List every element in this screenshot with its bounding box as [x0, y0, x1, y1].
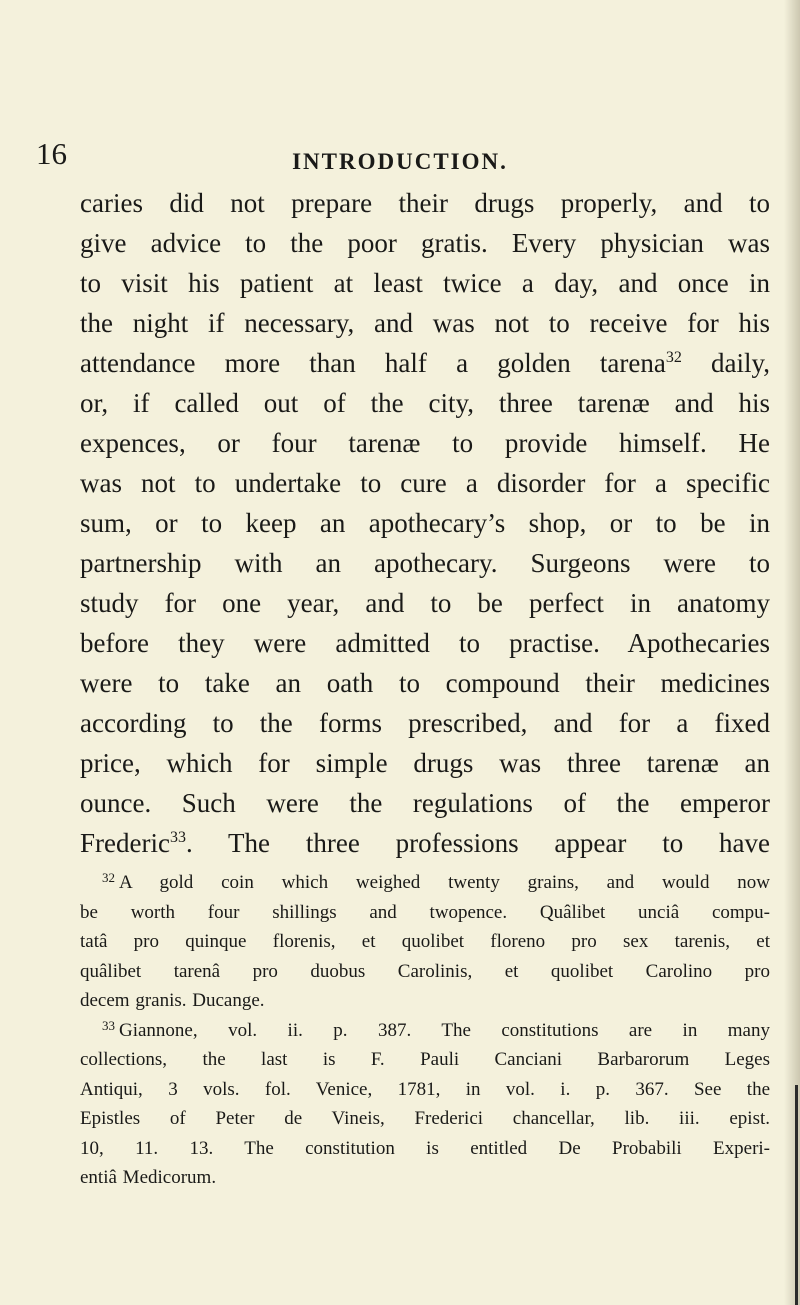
text-line: according to the forms prescribed, and for a fixed	[80, 708, 770, 738]
main-text	[80, 183, 770, 863]
text-line: study for one year, and to be perfect in anatomy	[80, 588, 770, 618]
text-line	[80, 823, 770, 863]
footnote-line: be worth four shillings and twopence. Quâlibet unciâ compu-	[80, 901, 770, 923]
page-edge-mark	[795, 1085, 798, 1305]
text-segment: . The three professions appear to have	[185, 828, 770, 858]
footnote-line	[80, 1016, 770, 1046]
text-segment: daily,	[681, 348, 771, 378]
text-line	[80, 343, 770, 383]
text-line: give advice to the poor gratis. Every physician was	[80, 228, 770, 258]
text-line: the night if necessary, and was not to receive for his	[80, 308, 770, 338]
footnote-text: Giannone, vol. ii. p. 387. The constitutions are in many	[119, 1019, 770, 1041]
footnote-line: entiâ Medicorum.	[80, 1167, 217, 1188]
text-line: were to take an oath to compound their medicines	[80, 668, 770, 698]
footnote-line	[80, 868, 770, 898]
footnote-line: 10, 11. 13. The constitution is entitled De Probabili Experi-	[80, 1137, 770, 1159]
text-line: before they were admitted to practise. Apothecaries	[80, 628, 770, 658]
text-line: caries did not prepare their drugs properly, and to	[80, 188, 770, 218]
running-head: INTRODUCTION.	[292, 149, 508, 174]
text-line: was not to undertake to cure a disorder for a specific	[80, 468, 770, 498]
text-line: sum, or to keep an apothecary’s shop, or to be in	[80, 508, 770, 538]
footnote-line: Epistles of Peter de Vineis, Frederici chancellar, lib. iii. epist.	[80, 1108, 770, 1129]
footnote-ref-32[interactable]: 32	[665, 349, 682, 366]
page-number: 16	[36, 136, 67, 171]
text-line: to visit his patient at least twice a day, and once in	[80, 268, 770, 298]
footnote-line: Antiqui, 3 vols. fol. Venice, 1781, in vol. i. p. 367. See the	[80, 1078, 770, 1100]
text-line: or, if called out of the city, three tarenæ and his	[80, 388, 770, 418]
footnote-text: A gold coin which weighed twenty grains, and would now	[119, 872, 770, 893]
footnote-line: quâlibet tarenâ pro duobus Carolinis, et quolibet Carolino pro	[80, 960, 770, 982]
text-line: price, which for simple drugs was three tarenæ an	[80, 748, 770, 778]
text-segment: attendance more than half a golden tarena	[80, 348, 666, 378]
text-segment: Frederic	[80, 828, 170, 858]
footnotes	[80, 868, 770, 1193]
text-line: partnership with an apothecary. Surgeons were to	[80, 548, 770, 578]
footnote-32	[80, 868, 770, 1016]
footnote-33	[80, 1016, 770, 1193]
footnote-number: 32	[102, 870, 115, 885]
footnote-number: 33	[102, 1017, 115, 1033]
text-line: ounce. Such were the regulations of the emperor	[80, 788, 770, 818]
footnote-line: tatâ pro quinque florenis, et quolibet floreno pro sex tarenis, et	[80, 931, 770, 952]
text-line: expences, or four tarenæ to provide himself. He	[80, 428, 770, 458]
footnote-line: decem granis. Ducange.	[80, 990, 265, 1011]
footnote-ref-33[interactable]: 33	[169, 829, 186, 846]
footnote-line: collections, the last is F. Pauli Canciani Barbarorum Leges	[80, 1049, 770, 1070]
